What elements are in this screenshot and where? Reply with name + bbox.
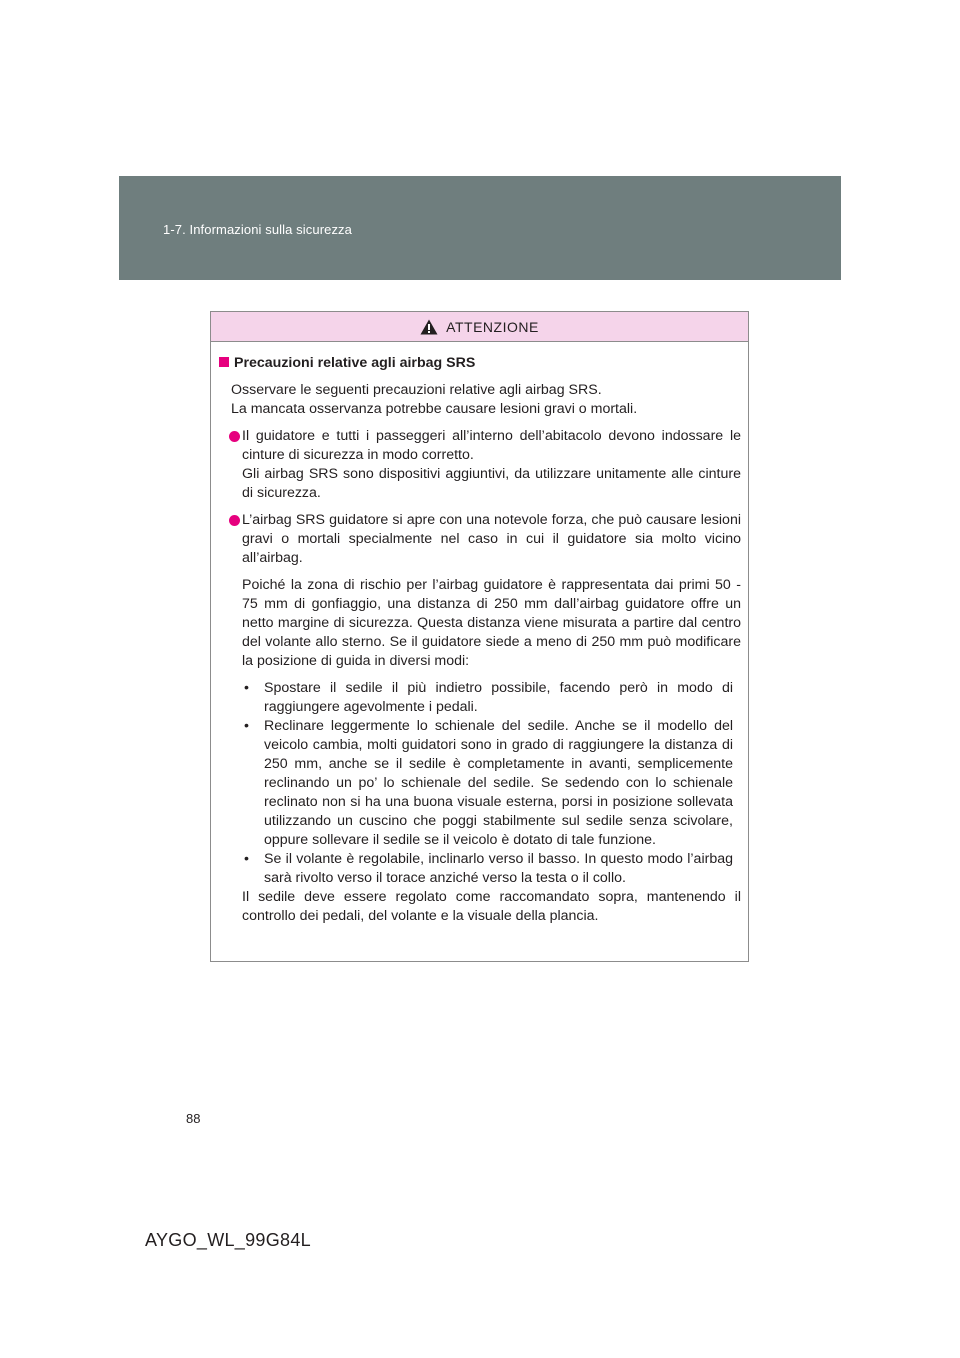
- bullet-text: Gli airbag SRS sono dispositivi aggiuntivi, da utilizzare unitamente alle cinture di sicurezza.: [242, 466, 741, 501]
- intro-line: Osservare le seguenti precauzioni relative agli airbag SRS.: [231, 382, 602, 398]
- square-bullet-icon: [219, 357, 229, 367]
- warning-header: [211, 312, 748, 342]
- model-code: AYGO_WL_99G84L: [145, 1230, 311, 1250]
- warning-body: [211, 342, 748, 926]
- section-heading: [219, 354, 741, 373]
- warning-triangle-icon: [420, 319, 438, 335]
- section-title: 1-7. Informazioni sulla sicurezza: [163, 222, 352, 237]
- sub-item-text: Reclinare leggermente lo schienale del sedile. Anche se il modello del veicolo cambia, molti guidatori sono in grado di raggiungere la distanza di 250 mm, anche se il sedile è completamente in avanti, semplicemente reclinando un po’ lo schienale del sedile. Se sedendo con lo schienale reclinato non si ha una buona visuale esterna, porsi in posizione sollevata utilizzando un cuscino che poggi stabilmente sul sedile senza scivolare, oppure sollevare il sedile se il veicolo è dotato di tale funzione.: [264, 718, 733, 848]
- dot-mark-icon: •: [244, 680, 249, 696]
- distance-paragraph: Poiché la zona di rischio per l’airbag guidatore è rappresentata dai primi 50 - 75 mm di gonfiaggio, una distanza di 250 mm dall’airbag guidatore offre un netto margine di sicurezza. Questa distanza viene misurata a partire dal centro del volante allo sterno. Se il guidatore siede a meno di 250 mm può modificare la posizione di guida in diversi modi:: [242, 577, 741, 669]
- sub-item: [219, 850, 741, 888]
- closing-paragraph: Il sedile deve essere regolato come raccomandato sopra, mantenendo il controllo dei pedali, del volante e la visuale della plancia.: [242, 889, 741, 924]
- dot-mark-icon: •: [244, 851, 249, 867]
- circle-bullet-icon: [229, 515, 240, 526]
- bullet-item: [219, 427, 741, 503]
- warning-box: [210, 311, 749, 962]
- bullet-text: L’airbag SRS guidatore si apre con una notevole forza, che può causare lesioni gravi o mortali specialmente nel caso in cui il guidatore sia molto vicino all’airbag.: [242, 512, 741, 566]
- intro-line: La mancata osservanza potrebbe causare lesioni gravi o mortali.: [231, 401, 638, 417]
- circle-bullet-icon: [229, 431, 240, 442]
- page-number: 88: [186, 1111, 201, 1126]
- bullet-item: [219, 511, 741, 568]
- sub-item-text: Spostare il sedile il più indietro possibile, facendo però in modo di raggiungere agevolmente i pedali.: [264, 680, 733, 715]
- dot-mark-icon: •: [244, 718, 249, 734]
- sub-item-text: Se il volante è regolabile, inclinarlo verso il basso. In questo modo l’airbag sarà rivolto verso il torace anziché verso la testa o il collo.: [264, 851, 733, 886]
- sub-item: [219, 717, 741, 850]
- bullet-text: Il guidatore e tutti i passeggeri all’interno dell’abitacolo devono indossare le cinture di sicurezza in modo corretto.: [242, 428, 741, 463]
- warning-label: ATTENZIONE: [446, 318, 539, 335]
- header-band: [119, 176, 841, 280]
- sub-item: [219, 679, 741, 717]
- intro-text: [219, 381, 741, 419]
- section-heading-text: Precauzioni relative agli airbag SRS: [234, 355, 476, 371]
